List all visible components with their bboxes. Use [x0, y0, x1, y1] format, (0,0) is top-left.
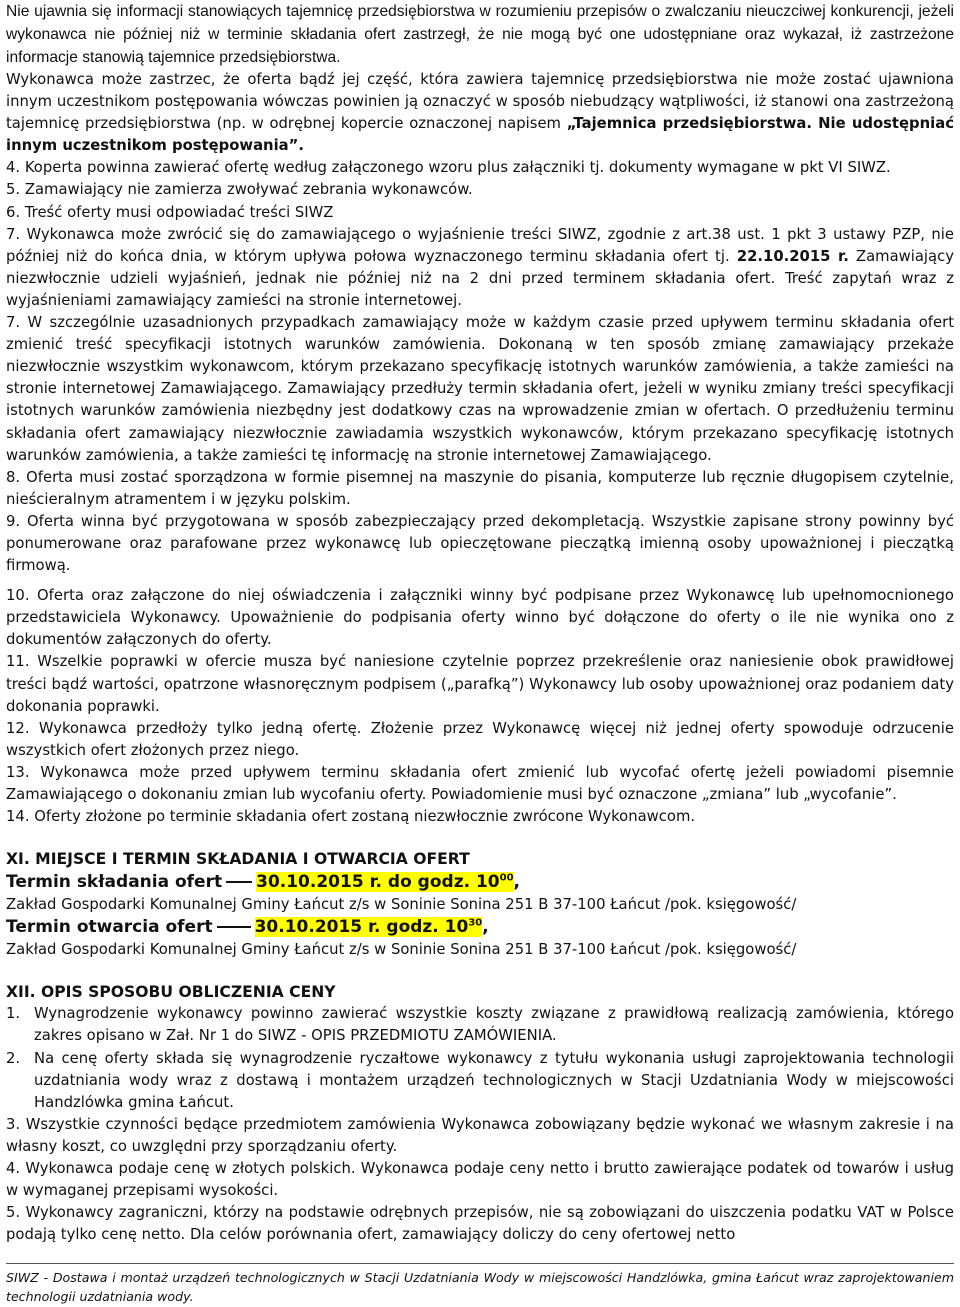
submission-deadline-label: Termin składania ofert [6, 871, 223, 892]
opening-deadline-label: Termin otwarcia ofert [6, 916, 213, 937]
dash-line [226, 881, 252, 883]
section-12-heading: XII. OPIS SPOSOBU OBLICZENIA CENY [6, 982, 336, 1001]
list-item-text: Na cenę oferty składa się wynagrodzenie ryczałtowe wykonawcy z tytułu wykonania usługi zaprojektowania technologii uzdatniania wody wraz z dostawą i montażem urządzeń technologicznych w Stacji Uzdatniania Wody w miejscowości Handzlówka gmina Łańcut. [34, 1049, 954, 1111]
dash-line [217, 926, 251, 928]
item-8: 8. Oferta musi zostać sporządzona w formie pisemnej na maszynie do pisania, komputerze lub ręcznie długopisem czytelnie, nieścieralnym atramentem i w języku polskim. [6, 468, 954, 508]
item-5: 5. Zamawiający nie zamierza zwoływać zebrania wykonawców. [6, 181, 473, 199]
list-item [6, 1003, 954, 1047]
item-12: 12. Wykonawca przedłoży tylko jedną ofertę. Złożenie przez Wykonawcę więcej niż jednej oferty spowoduje odrzucenie wszystkich ofert złożonych przez niego. [6, 719, 954, 759]
item-7-clarification [6, 224, 954, 312]
reservation-text: Wykonawca może zastrzec, że oferta bądź jej część, która zawiera tajemnicę przedsiębiorstwa nie może zostać ujawniona innym uczestnikom postępowania wówczas powinien ją oznaczyć w sposób niebudzący wątpliwości, iż stanowi ona zastrzeżoną tajemnicę przedsiębiorstwa (np. w odrębnej kopercie oznaczonej napisem [6, 71, 954, 133]
page-footer: SIWZ - Dostawa i montaż urządzeń technologicznych w Stacji Uzdatniania Wody w miejscowości Handzlówka, gmina Łańcut wraz zaprojektowaniem technologii uzdatniania wody. [6, 1263, 954, 1306]
item-11: 11. Wszelkie poprawki w ofercie musza być naniesione czytelnie poprzez przekreślenie oraz naniesienie obok prawidłowej treści bądź wartości, opatrzone własnoręcznym podpisem („parafką”) Wykonawcy lub osoby upoważnionej oraz podaniem daty dokonania poprawki. [6, 653, 954, 715]
item-7-text: 7. Wykonawca może zwrócić się do zamawiającego o wyjaśnienie treści SIWZ, zgodnie z art.38 ust. 1 pkt 3 ustawy PZP, nie później niż do końca dnia, w którym upływa połowa wyznaczonego terminu składania ofert tj. [6, 225, 954, 265]
item-4: 4. Koperta powinna zawierać ofertę według załączonego wzoru plus załączniki tj. dokumenty wymagane w pkt VI SIWZ. [6, 159, 891, 177]
confidentiality-block [6, 0, 954, 69]
opening-deadline-value [255, 917, 483, 937]
item-9: 9. Oferta winna być przygotowana w sposób zabezpieczający przed dekompletacją. Wszystkie zapisane strony powinny być ponumerowane oraz parafowane przez wykonawcę lub opieczętowane pieczątką imienną osoby upoważnionej i pieczątką firmową. [6, 512, 954, 575]
paragraph-reservation [6, 69, 954, 157]
opening-deadline [6, 916, 954, 939]
submission-deadline [6, 871, 954, 894]
opening-date: 30.10.2015 r. godz. 10 [254, 916, 469, 937]
price-list [6, 1003, 954, 1113]
submission-minutes: 00 [499, 872, 514, 884]
opening-minutes: 30 [468, 917, 483, 929]
submission-deadline-value [256, 872, 513, 892]
list-item-text: Wynagrodzenie wykonawcy powinno zawierać wszystkie koszty związane z prawidłową realizacją zamówienia, którego zakres opisano w Zał. Nr 1 do SIWZ - OPIS PRZEDMIOTU ZAMÓWIENIA. [34, 1005, 954, 1045]
item-6: 6. Treść oferty musi odpowiadać treści SIWZ [6, 203, 334, 221]
submission-date: 30.10.2015 r. do godz. 10 [256, 871, 500, 892]
price-item-5: 5. Wykonawcy zagraniczni, którzy na podstawie odrębnych przepisów, nie są zobowiązani do uiszczenia podatku VAT w Polsce podają tylko cenę netto. Dla celów porównania ofert, zamawiający doliczy do ceny ofertowej netto [6, 1204, 954, 1244]
reservation-label: „Tajemnica przedsiębiorstwa. Nie udostępniać innym uczestnikom postępowania”. [6, 115, 954, 155]
list-item-number: 2. [6, 1049, 21, 1067]
main-text-block [6, 69, 954, 1246]
item-14: 14. Oferty złożone po terminie składania ofert zostaną niezwłocznie zwrócone Wykonawcom. [6, 808, 696, 826]
price-item-3: 3. Wszystkie czynności będące przedmiotem zamówienia Wykonawca zobowiązany będzie wykonać we własnym zakresie i na własny koszt, co uwzględni przy sporządzaniu oferty. [6, 1115, 954, 1155]
paragraph-confidentiality: Nie ujawnia się informacji stanowiących tajemnicę przedsiębiorstwa w rozumieniu przepisów o zwalczaniu nieuczciwej konkurencji, jeżeli wykonawca nie później niż w terminie składania ofert zastrzegł, że nie mogą być one udostępniane oraz wykazał, iż zastrzeżone informacje stanowią tajemnice przedsiębiorstwa. [6, 3, 954, 66]
submission-trail: , [513, 871, 521, 892]
section-11-heading: XI. MIEJSCE I TERMIN SKŁADANIA I OTWARCIA OFERT [6, 850, 470, 869]
list-item [6, 1048, 954, 1114]
opening-trail: , [482, 916, 489, 937]
list-item-number: 1. [6, 1005, 21, 1023]
clarification-deadline: 22.10.2015 r. [736, 247, 849, 265]
price-item-4: 4. Wykonawca podaje cenę w złotych polskich. Wykonawca podaje ceny netto i brutto zawierające podatek od towarów i usług w wymaganej przepisami wysokości. [6, 1160, 954, 1200]
item-13: 13. Wykonawca może przed upływem terminu składania ofert zmienić lub wycofać ofertę jeżeli powiadomi pisemnie Zamawiającego o dokonaniu zmian lub wycofaniu oferty. Powiadomienie musi być oznaczone „zmiana” lub „wycofanie”. [6, 763, 954, 803]
submission-place: Zakład Gospodarki Komunalnej Gminy Łańcut z/s w Soninie Sonina 251 B 37-100 Łańcut /pok. księgowość/ [6, 895, 797, 913]
item-7-changes: 7. W szczególnie uzasadnionych przypadkach zamawiający może w każdym czasie przed upływem terminu składania ofert zmienić treść specyfikacji istotnych warunków zamówienia. Dokonaną w ten sposób zmianę zamawiający przekaże niezwłocznie wszystkim wykonawcom, którym przekazano specyfikację istotnych warunków zamówienia, a także zamieści na stronie internetowej Zamawiającego. Zamawiający przedłuży termin składania ofert, jeżeli w wyniku zmiany treści specyfikacji istotnych warunków zamówienia niezbędny jest dodatkowy czas na wprowadzenie zmian w ofertach. O przedłużeniu terminu składania ofert zamawiający niezwłocznie zawiadamia wszystkich wykonawców, którym przekazano specyfikację istotnych warunków zamówienia, a także zamieści tę informację na stronie internetowej Zamawiającego. [6, 314, 954, 464]
item-10: 10. Oferta oraz załączone do niej oświadczenia i załączniki winny być podpisane przez Wykonawcę lub upełnomocnionego przedstawiciela Wykonawcy. Upoważnienie do podpisania oferty winno być dołączone do oferty o ile nie wynika ono z dokumentów załączonych do oferty. [6, 587, 954, 649]
item-7-text-end: Zamawiający niezwłocznie udzieli wyjaśnień, jednak nie później niż na 2 dni przed terminem składania ofert. Treść zapytań wraz z wyjaśnieniami zamawiający zamieści na stronie internetowej. [6, 247, 954, 309]
opening-place: Zakład Gospodarki Komunalnej Gminy Łańcut z/s w Soninie Sonina 251 B 37-100 Łańcut /pok. księgowość/ [6, 940, 797, 958]
